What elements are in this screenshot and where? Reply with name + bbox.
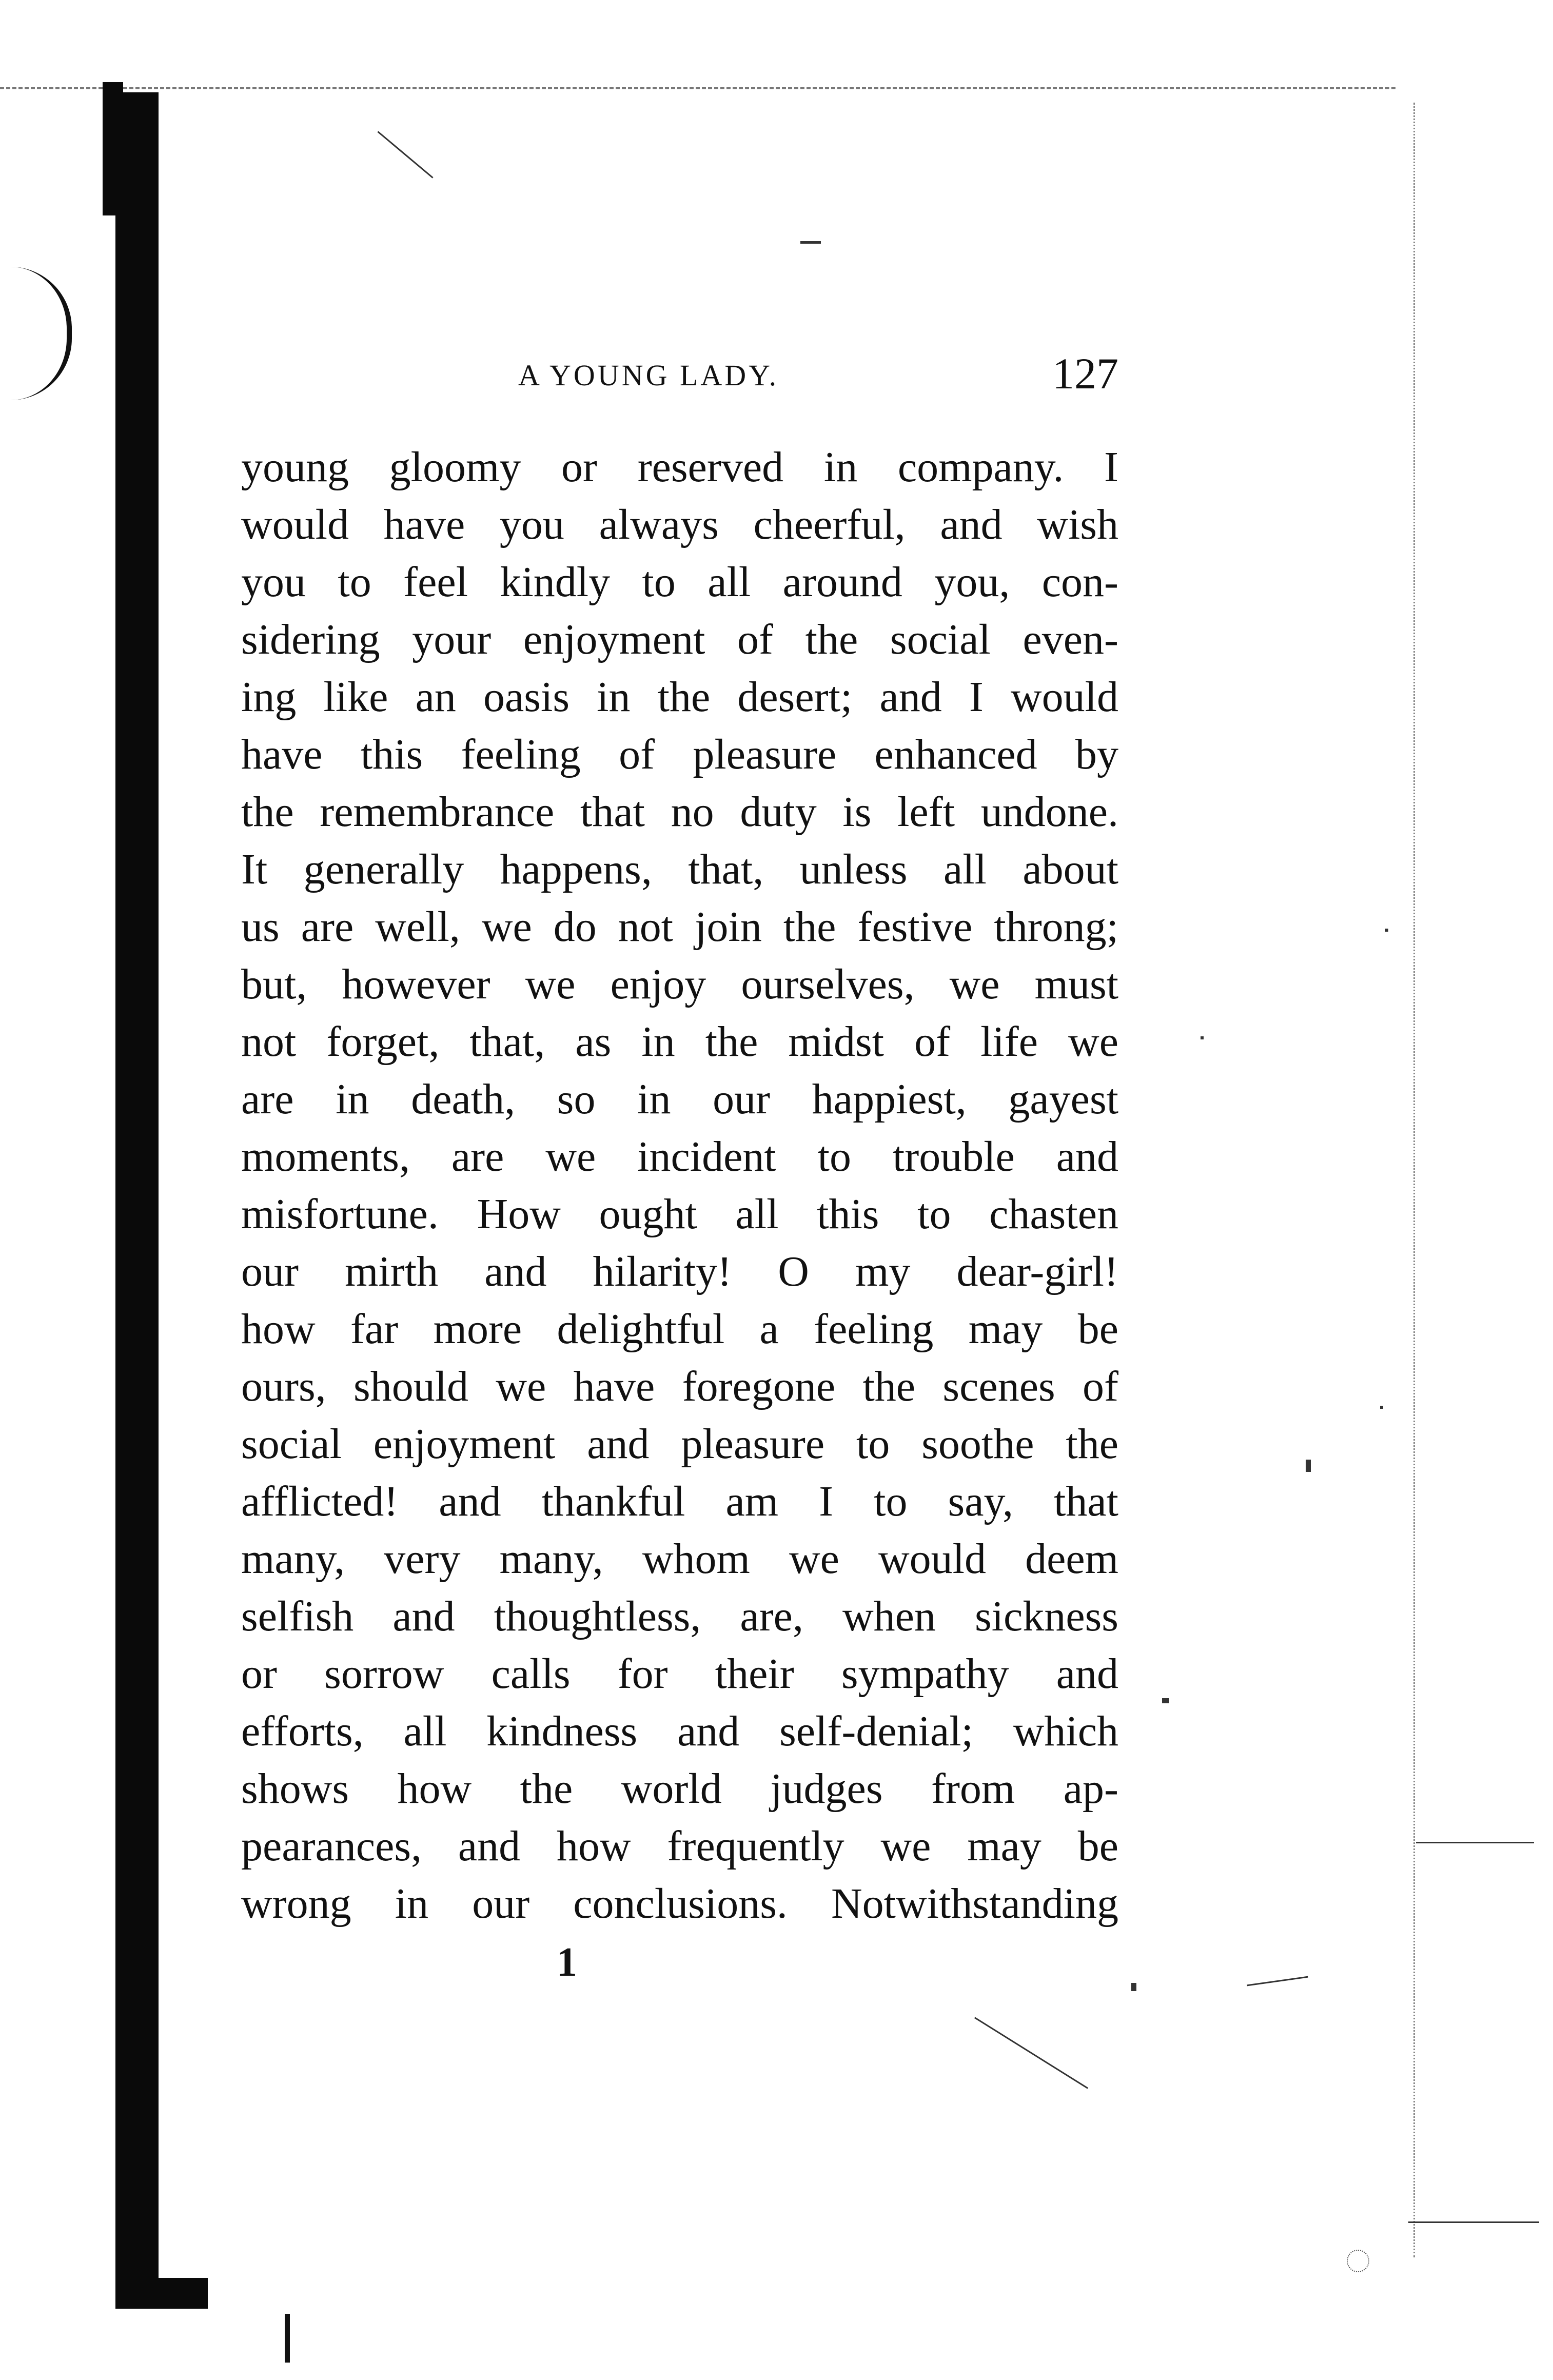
text-line: pearances, and how frequently we may be (241, 1822, 1118, 1870)
text-line: misfortune. How ought all this to chasten (241, 1190, 1118, 1238)
scan-speck (1201, 1036, 1204, 1039)
text-line: the remembrance that no duty is left undone. (241, 788, 1118, 836)
text-line: or sorrow calls for their sympathy and (241, 1650, 1118, 1698)
text-line: ours, should we have foregone the scenes of (241, 1363, 1118, 1410)
binding-shadow (115, 92, 159, 2304)
text-line: have this feeling of pleasure enhanced by (241, 731, 1118, 778)
scan-speck (1347, 2250, 1369, 2272)
text-line: our mirth and hilarity! O my dear-girl! (241, 1248, 1118, 1295)
text-line: but, however we enjoy ourselves, we must (241, 960, 1118, 1008)
scan-speck (1385, 929, 1388, 932)
scan-bottom-tick (285, 2314, 290, 2363)
signature-mark: 1 (557, 1940, 577, 1985)
text-line: moments, are we incident to trouble and (241, 1133, 1118, 1181)
scan-speck (800, 241, 821, 244)
text-line: not forget, that, as in the midst of life we (241, 1018, 1118, 1066)
text-line: afflicted! and thankful am I to say, that (241, 1478, 1118, 1525)
scan-rule-3 (1247, 1976, 1308, 1986)
text-line: young gloomy or reserved in company. I (241, 443, 1118, 491)
scan-rule-4 (974, 2017, 1088, 2089)
text-line: social enjoyment and pleasure to soothe the (241, 1420, 1118, 1468)
scan-speck (1131, 1983, 1136, 1991)
scan-right-edge (1413, 103, 1415, 2257)
binding-shadow-bottom (115, 2278, 208, 2309)
page-number: 127 (1052, 349, 1118, 398)
text-line: would have you always cheerful, and wish (241, 501, 1118, 548)
text-line: sidering your enjoyment of the social even- (241, 616, 1118, 663)
scan-speck (1162, 1698, 1169, 1703)
scan-rule-1 (1416, 1842, 1534, 1843)
scan-rule-5 (377, 131, 433, 178)
text-line: efforts, all kindness and self-denial; which (241, 1707, 1118, 1755)
page-edge-curl (10, 267, 72, 400)
body-text (241, 439, 1118, 1933)
text-line: many, very many, whom we would deem (241, 1535, 1118, 1583)
text-line: us are well, we do not join the festive throng; (241, 903, 1118, 951)
text-line: selfish and thoughtless, are, when sickness (241, 1592, 1118, 1640)
scan-speck (1306, 1460, 1311, 1472)
text-line: shows how the world judges from ap- (241, 1765, 1118, 1813)
text-line: you to feel kindly to all around you, con- (241, 558, 1118, 606)
text-line: ing like an oasis in the desert; and I would (241, 673, 1118, 721)
text-line: are in death, so in our happiest, gayest (241, 1075, 1118, 1123)
text-line: It generally happens, that, unless all about (241, 845, 1118, 893)
running-head (241, 344, 1118, 410)
text-line: how far more delightful a feeling may be (241, 1305, 1118, 1353)
scan-speck (1380, 1406, 1383, 1409)
scan-rule-2 (1408, 2221, 1539, 2223)
scan-top-edge (0, 87, 1395, 89)
text-line: wrong in our conclusions. Notwithstanding (241, 1880, 1118, 1927)
running-title: A YOUNG LADY. (518, 359, 779, 392)
